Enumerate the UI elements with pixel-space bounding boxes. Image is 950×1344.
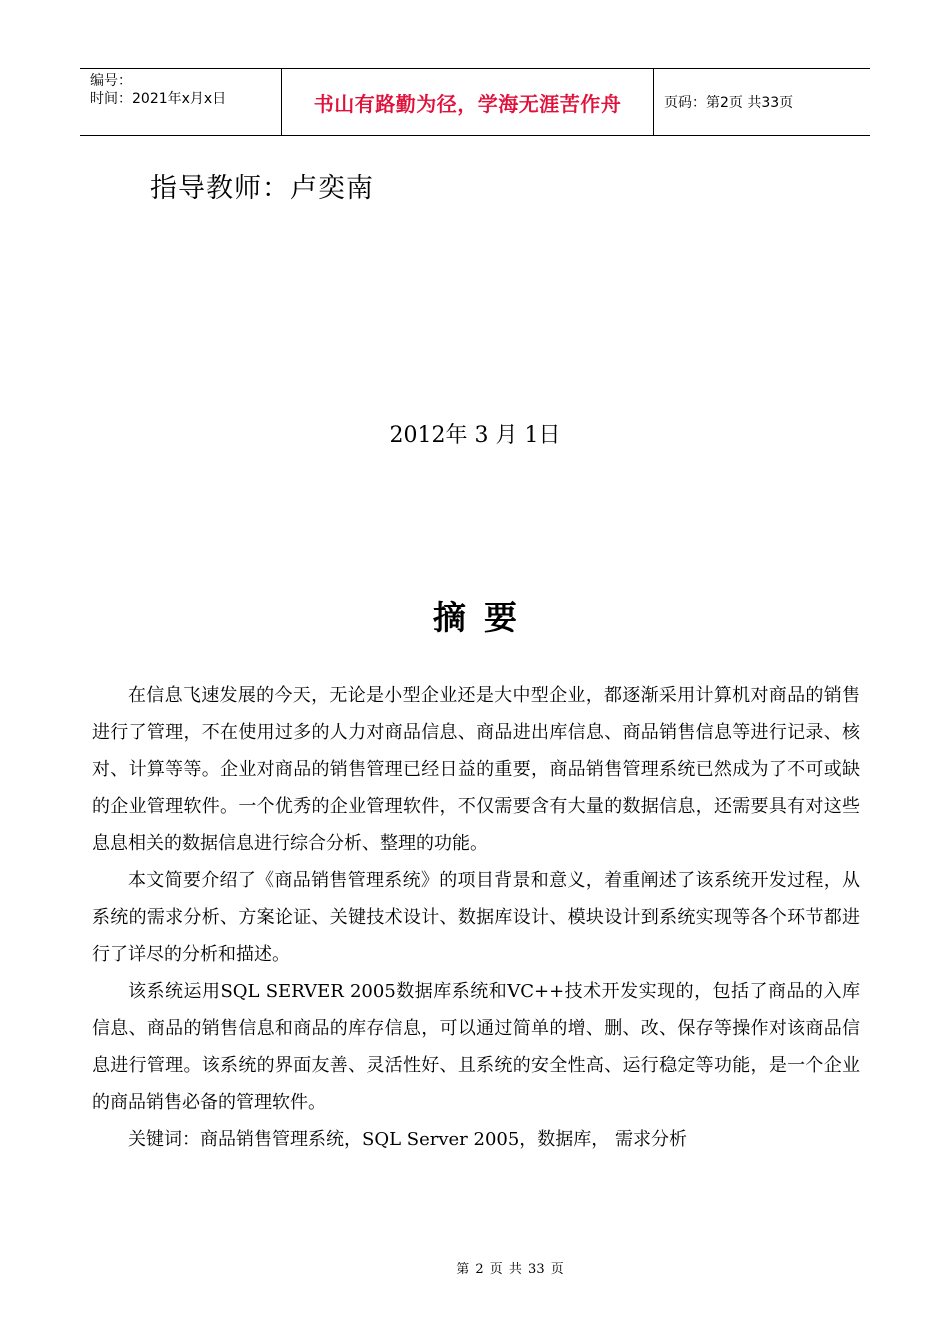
abstract-paragraph: 该系统运用SQL SERVER 2005数据库系统和VC++技术开发实现的，包括了商品的入库信息、商品的销售信息和商品的库存信息，可以通过简单的增、删、改、保存等操作对该商品信息进行管理。该系统的界面友善、灵活性好、且系统的安全性高、运行稳定等功能，是一个企业的商品销售必备的管理软件。 [92,981,860,1113]
keywords-line: 关键词：商品销售管理系统，SQL Server 2005，数据库， 需求分析 [128,1129,688,1150]
abstract-title: 摘要 [433,598,535,637]
abstract-paragraph: 在信息飞速发展的今天，无论是小型企业还是大中型企业，都逐渐采用计算机对商品的销售进行了管理，不在使用过多的人力对商品信息、商品进出库信息、商品销售信息等进行记录、核对、计算等等。企业对商品的销售管理已经日益的重要，商品销售管理系统已然成为了不可或缺的企业管理软件。一个优秀的企业管理软件，不仅需要含有大量的数据信息，还需要具有对这些息息相关的数据信息进行综合分析、整理的功能。 [92,685,860,854]
document-date: 2012年 3 月 1日 [389,423,561,448]
header-page-info: 页码：第2页 共33页 [664,95,794,111]
abstract-paragraph: 本文简要介绍了《商品销售管理系统》的项目背景和意义，着重阐述了该系统开发过程，从系统的需求分析、方案论证、关键技术设计、数据库设计、模块设计到系统实现等各个环节都进行了详尽的分析和描述。 [92,870,860,965]
page-footer: 第 2 页 共 33 页 [456,1262,564,1277]
header-meta [80,69,282,135]
document-number-label: 编号： [90,73,132,89]
page-header [80,68,870,136]
header-motto: 书山有路勤为径，学海无涯苦作舟 [282,69,654,135]
document-time-label: 时间：2021年x月x日 [90,91,227,107]
advisor-line: 指导教师：卢奕南 [150,173,374,204]
abstract-body [92,677,860,1158]
